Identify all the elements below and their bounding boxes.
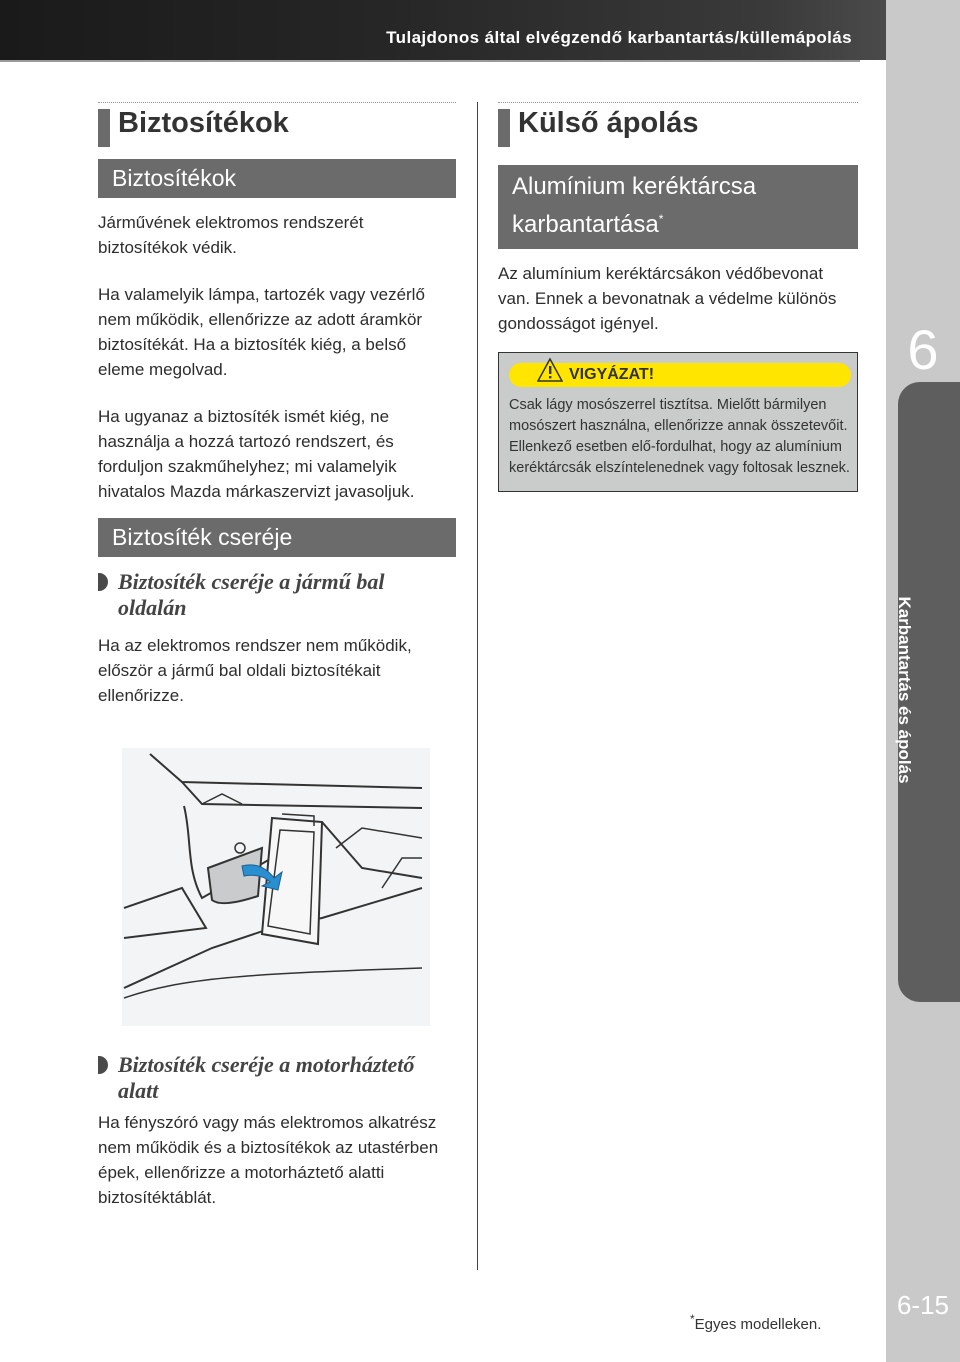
subsection-heading: Biztosíték cseréje [98, 518, 456, 557]
heading-bar [98, 109, 110, 147]
subsection-heading [498, 165, 858, 249]
footnote [690, 1312, 821, 1333]
caution-label: VIGYÁZAT! [569, 366, 655, 383]
paragraph: Járművének elektromos rendszerét biztosítékok védik. [98, 213, 364, 257]
bullet-marker-icon [98, 573, 108, 591]
paragraph: Az alumínium keréktárcsákon védőbevonat van. Ennek a bevonatnak a védelme különös gondosságot igényel. [498, 264, 837, 333]
right-column [498, 100, 858, 492]
subsection-title: Alumínium keréktárcsa karbantartása [512, 173, 757, 238]
page-number: 6-15 [896, 1290, 950, 1320]
warning-triangle-icon [537, 357, 563, 383]
topic-heading [98, 1052, 456, 1104]
footnote-mark: * [658, 212, 664, 226]
caution-header [509, 363, 851, 387]
chapter-number: 6 [907, 318, 939, 381]
topic-title: Biztosíték cseréje a jármű bal oldalán [118, 569, 385, 620]
section-heading [98, 102, 456, 149]
page-header [0, 0, 960, 60]
paragraph: Ha ugyanaz a biztosíték ismét kiég, ne használja a hozzá tartozó rendszert, és forduljon szakműhelyhez; mi valamelyik hivatalos Mazda márkaszervizt javasoljuk. [98, 407, 415, 501]
header-title: Tulajdonos által elvégzendő karbantartás/küllemápolás [386, 28, 852, 47]
section-title: Külső ápolás [518, 107, 699, 139]
section-heading [498, 102, 858, 149]
paragraph: Ha valamelyik lámpa, tartozék vagy vezérlő nem működik, ellenőrizze az adott áramkör biztosítékát. Ha a biztosíték kiég, a belső eleme megolvad. [98, 285, 425, 379]
paragraph: Ha az elektromos rendszer nem működik, először a jármű bal oldali biztosítékait ellenőrizze. [98, 636, 412, 705]
fuse-panel-drawing [122, 748, 430, 1026]
footnote-text: Egyes modelleken. [694, 1316, 822, 1333]
left-column [98, 100, 456, 1210]
paragraph: Ha fényszóró vagy más elektromos alkatrész nem működik és a biztosítékok az utastérben épek, ellenőrizze a motorháztető alatti biztosítéktáblát. [98, 1113, 439, 1207]
topic-title: Biztosíték cseréje a motorháztető alatt [118, 1052, 415, 1103]
header-rule [0, 60, 860, 62]
footnote-mark: * [690, 1312, 695, 1326]
bullet-marker-icon [98, 1056, 108, 1074]
caution-box [498, 352, 858, 492]
topic-heading [98, 569, 456, 621]
subsection-heading: Biztosítékok [98, 159, 456, 198]
chapter-label-wrap [884, 580, 924, 800]
column-divider [477, 102, 478, 1270]
section-title: Biztosítékok [118, 107, 289, 139]
chapter-label: Karbantartás és ápolás [895, 596, 914, 784]
caution-text: Csak lágy mosószerrel tisztítsa. Mielőtt bármilyen mosószert használna, ellenőrizze annak összetevőit. Ellenkező esetben elő-fordulhat, hogy az alumínium keréktárcsák elszíntelenednek vagy foltosak lesznek. [509, 397, 850, 476]
heading-bar [498, 109, 510, 147]
fuse-panel-illustration [122, 748, 430, 1026]
